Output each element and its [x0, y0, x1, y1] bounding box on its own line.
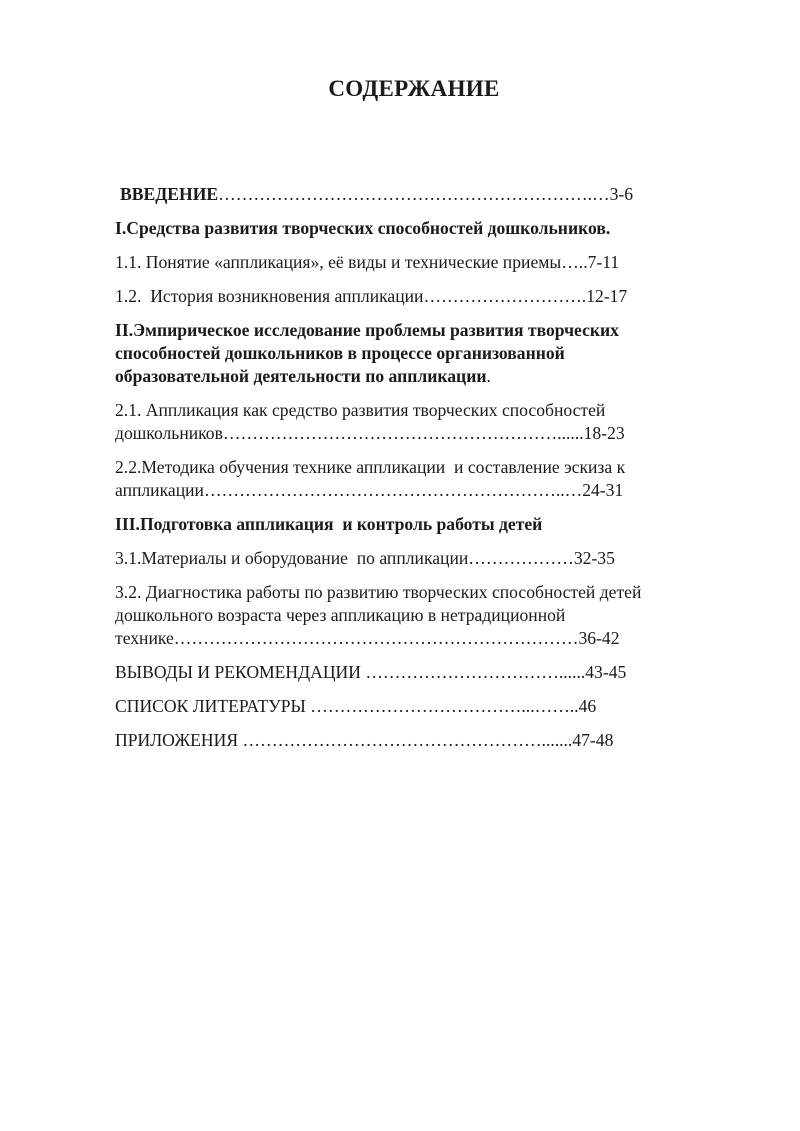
toc-references	[115, 695, 680, 718]
toc-chapter-3	[115, 513, 680, 536]
toc-section-3-1	[115, 547, 680, 570]
toc-entry-text: 2.2.Методика обучения технике аппликации и составление эскиза к аппликации……………………………………………………..…24-31	[115, 457, 630, 500]
toc-entry-text: 3.2. Диагностика работы по развитию творческих способностей детей дошкольного возраста через аппликацию в нетрадиционной технике……………………………………………………………36-42	[115, 582, 646, 648]
toc-entry-heading: III.Подготовка аппликация и контроль работы детей	[115, 514, 543, 534]
toc-entry-heading: II.Эмпирическое исследование проблемы развития творческих способностей дошкольников в процессе организованной образовательной деятельности по аппликации	[115, 320, 624, 386]
toc-entry-heading: ВВЕДЕНИЕ	[120, 184, 219, 204]
toc-chapter-1	[115, 217, 680, 240]
toc-entry-text: СПИСОК ЛИТЕРАТУРЫ ………………………………...……..46	[115, 696, 597, 716]
toc-entry-punct: .	[486, 366, 491, 386]
toc-entry-text: 3.1.Материалы и оборудование по аппликации………………32-35	[115, 548, 615, 568]
table-of-contents	[115, 183, 680, 763]
toc-appendices	[115, 729, 680, 752]
toc-entry-text: ВЫВОДЫ И РЕКОМЕНДАЦИИ ……………………………......43-45	[115, 662, 627, 682]
toc-section-2-2	[115, 456, 680, 502]
toc-section-3-2	[115, 581, 680, 650]
toc-entry-text: 1.1. Понятие «аппликация», её виды и технические приемы…..7-11	[115, 252, 620, 272]
toc-section-1-2	[115, 285, 680, 308]
toc-entry-text: 1.2. История возникновения аппликации……………………….12-17	[115, 286, 628, 306]
toc-entry-text: ПРИЛОЖЕНИЯ …………………………………………….......47-48	[115, 730, 614, 750]
toc-section-1-1	[115, 251, 680, 274]
toc-entry-text: 2.1. Аппликация как средство развития творческих способностей дошкольников…………………………………………………......18-23	[115, 400, 625, 443]
page-title: СОДЕРЖАНИЕ	[328, 76, 500, 101]
toc-entry-heading: I.Средства развития творческих способностей дошкольников.	[115, 218, 611, 238]
toc-entry-dots-page: ……………………………………………………….…3-6	[218, 184, 634, 204]
toc-chapter-2	[115, 319, 680, 388]
toc-section-2-1	[115, 399, 680, 445]
toc-entry-introduction	[115, 183, 680, 206]
toc-conclusions	[115, 661, 680, 684]
